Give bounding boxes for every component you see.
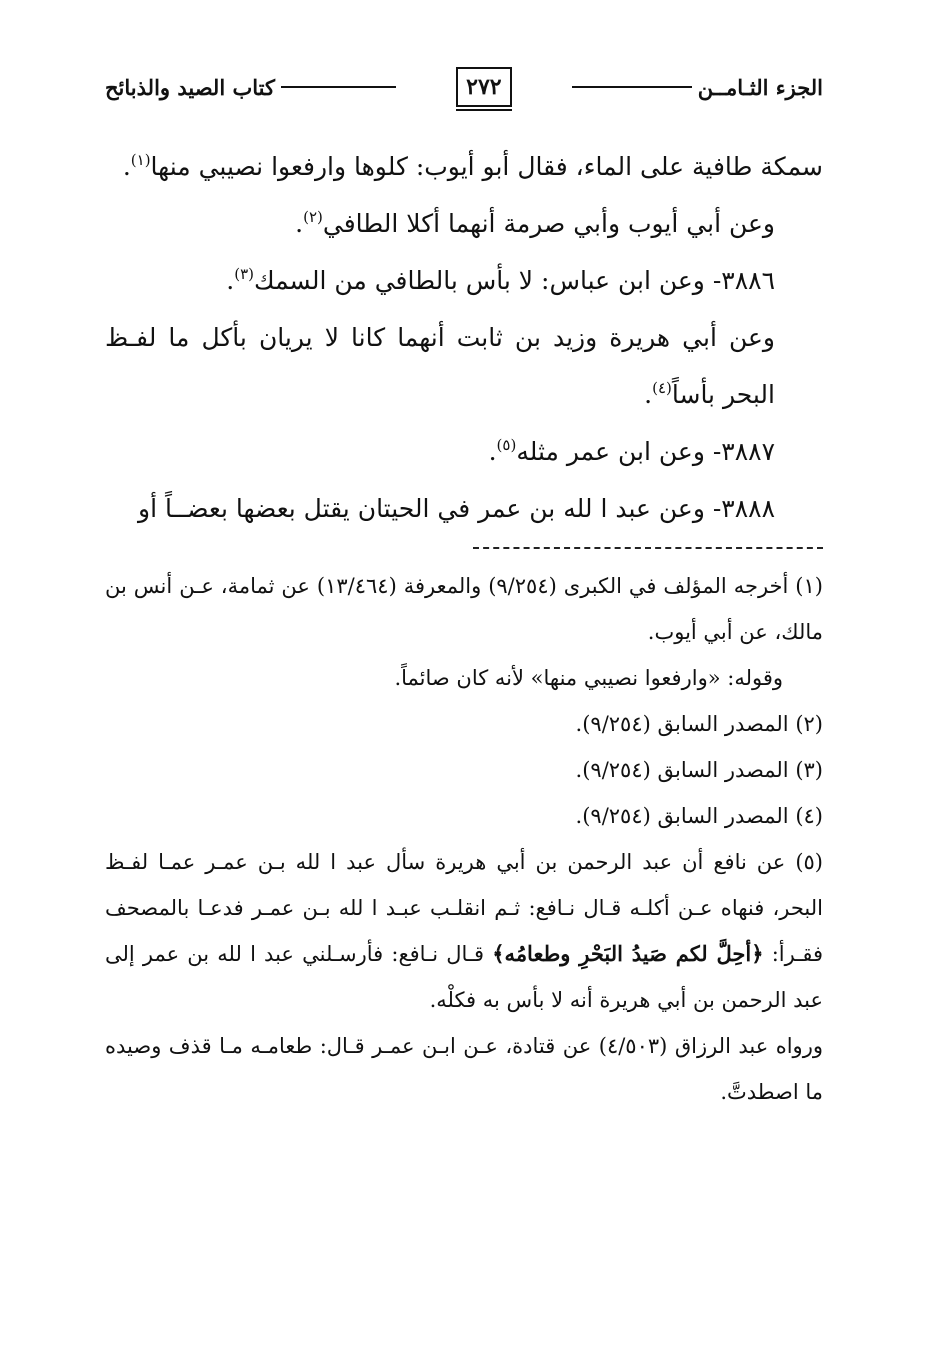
footnote-separator	[473, 547, 823, 549]
hadith-3888: ٣٨٨٨- وعن عبد ا لله بن عمر في الحيتان يقتل بعضها بعضــاً أو	[138, 494, 775, 523]
footnote-ref-5[interactable]: (٥)	[496, 436, 517, 454]
footnote-ref-2[interactable]: (٢)	[303, 208, 323, 226]
main-paragraph	[105, 195, 823, 252]
main-line-4: وعن أبي هريرة وزيد بن ثابت أنهما كانا لا يريان بأكل ما لفـظ البحر بأساً	[105, 323, 775, 409]
main-paragraph	[105, 138, 823, 195]
punct: .	[122, 152, 131, 181]
footnote-1: (١) أخرجه المؤلف في الكبرى (٩/٢٥٤) والمعرفة (١٣/٤٦٤) عن ثمامة، عـن أنس بن مالك، عن أبي أيوب.	[105, 574, 823, 644]
footnote-5-text-cont: قـال نـافع: فأرسـلني عبد ا لله بن عمر إلى عبد الرحمن بن أبي هريرة أنه لا بأس به فكلْه.	[105, 942, 823, 1012]
main-paragraph	[105, 309, 823, 423]
footnote-ref-3[interactable]: (٣)	[234, 265, 255, 283]
header-rule-left	[281, 86, 396, 88]
footnote-5-narration: ورواه عبد الرزاق (٤/٥٠٣) عن قتادة، عـن ابـن عمـر قـال: طعامـه مـا قذف وصيده ما اصطدتَّ.	[105, 1034, 823, 1104]
footnote-5-text: (٥) عن نافع أن عبد الرحمن بن أبي هريرة سأل عبد ا لله بـن عمـر عمـا لفـظ البحر، فنهاه عـن أكلـه قـال نـافع: ثـم انقلـب عبـد ا لله بـن عمـر فدعـا بالمصحف فقـرأ:	[105, 850, 824, 966]
volume-label: الجزء الثـامــن	[697, 74, 823, 100]
punct: .	[644, 380, 653, 409]
page-number: ٢٧٢	[456, 67, 511, 107]
running-header	[105, 62, 823, 112]
footnote-5	[105, 839, 823, 1023]
footnote-ref-4[interactable]: (٤)	[652, 379, 672, 397]
punct: .	[295, 209, 304, 238]
main-line-1: سمكة طافية على الماء، فقال أبو أيوب: كلوها وارفعوا نصيبي منها	[150, 152, 823, 181]
punct: .	[226, 266, 235, 295]
main-paragraph	[105, 423, 823, 480]
main-paragraph	[105, 480, 823, 537]
footnote-ref-1[interactable]: (١)	[130, 151, 151, 169]
footnote-4: (٤) المصدر السابق (٩/٢٥٤).	[575, 804, 823, 828]
book-page	[105, 62, 823, 1115]
hadith-3887: ٣٨٨٧- وعن ابن عمر مثله	[516, 437, 775, 466]
book-title: كتاب الصيد والذبائح	[105, 74, 275, 100]
footnote-2: (٢) المصدر السابق (٩/٢٥٤).	[575, 712, 823, 736]
punct: .	[488, 437, 497, 466]
header-rule-right	[572, 86, 692, 88]
header-title-group	[105, 75, 396, 100]
hadith-3886: ٣٨٨٦- وعن ابن عباس: لا بأس بالطافي من السمك	[254, 266, 775, 295]
main-paragraph	[105, 252, 823, 309]
main-text	[105, 138, 823, 537]
header-volume-group	[572, 75, 823, 100]
footnote-3: (٣) المصدر السابق (٩/٢٥٤).	[575, 758, 823, 782]
quran-verse: ﴿أحِلَّ لكم صَيدُ البَحْرِ وطعامُه﴾	[492, 941, 764, 966]
main-line-2: وعن أبي أيوب وأبي صرمة أنهما أكلا الطافي	[322, 209, 775, 238]
footnote-1-note: وقوله: «وارفعوا نصيبي منها» لأنه كان صائماً.	[394, 666, 783, 690]
footnotes	[105, 563, 823, 1115]
